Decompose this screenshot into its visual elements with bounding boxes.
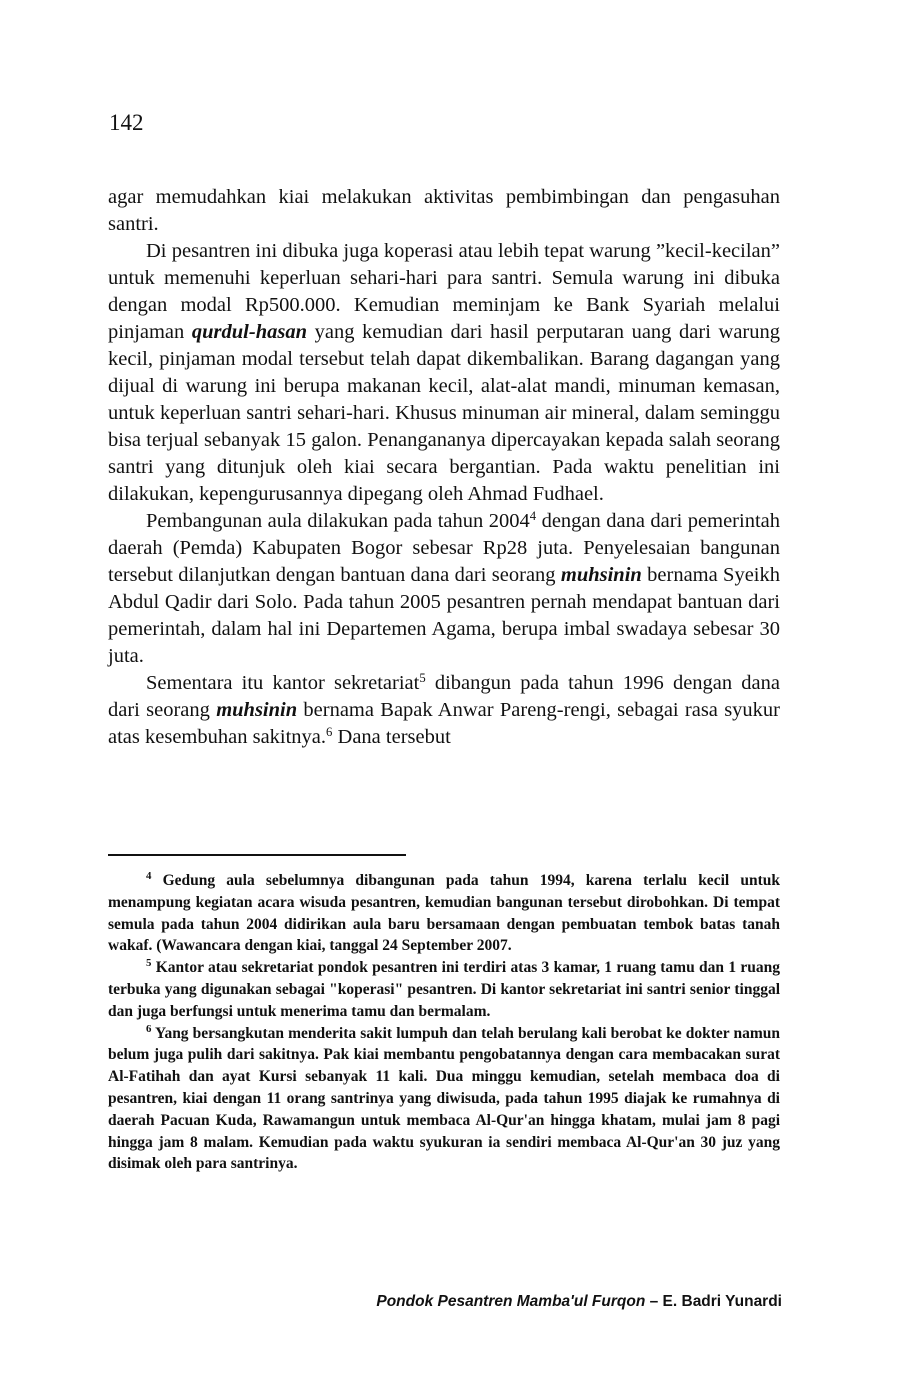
paragraph-4-text-d: Dana tersebut: [332, 726, 451, 748]
footer-separator: –: [645, 1293, 663, 1310]
footnote-number: 6: [146, 1022, 152, 1035]
footnote-number: 4: [146, 870, 152, 883]
footnote-5: [108, 957, 780, 1022]
footnote-ref-6[interactable]: 6: [326, 725, 333, 740]
paragraph-4: [108, 670, 780, 751]
paragraph-2-text-b: yang kemudian dari hasil perputaran uang dari warung kecil, pinjaman modal tersebut telah dapat dikembalikan. Barang dagangan yang dijual di warung ini berupa makanan kecil, alat-alat mandi, minuman kemasan, untuk keperluan santri sehari-hari. Khusus minuman air mineral, dalam seminggu bisa terjual sebanyak 15 galon. Penangananya dipercayakan kepada salah seorang santri yang ditunjuk oleh kiai secara bergantian. Pada waktu penelitian ini dilakukan, kepengurusannya dipegang oleh Ahmad Fudhael.: [108, 321, 780, 505]
footnote-text: Yang bersangkutan menderita sakit lumpuh dan telah berulang kali berobat ke dokter namun belum juga pulih dari sakitnya. Pak kiai membantu pengobatannya dengan cara membacakan surat Al-Fatihah dan ayat Kursi sebanyak 11 kali. Dua minggu kemudian, setelah membaca doa di pesantren, kiai dengan 11 orang santrinya yang diwisuda, pada tahun 1995 diajak ke rumahnya di daerah Pacuan Kuda, Rawamangun untuk membaca Al-Qur'an hingga khatam, mulai jam 8 pagi hingga jam 8 malam. Kemudian pada waktu syukuran ia sendiri membaca Al-Qur'an 30 juz yang disimak oleh para santrinya.: [108, 1024, 780, 1173]
footnote-6: [108, 1023, 780, 1176]
paragraph-1: agar memudahkan kiai melakukan aktivitas pembimbingan dan pengasuhan santri.: [108, 186, 780, 235]
running-footer: [108, 1292, 782, 1312]
footnote-number: 5: [146, 957, 152, 970]
footnote-ref-5[interactable]: 5: [419, 671, 426, 686]
book-author: E. Badri Yunardi: [662, 1293, 782, 1310]
footnote-divider: [108, 854, 406, 856]
footnotes: [108, 870, 780, 1175]
paragraph-3-text-b: dengan dana dari pemerintah daerah (Pemda) Kabupaten Bogor sebesar Rp28 juta. Penyelesaian bangunan tersebut dilanjutkan dengan bantuan dana dari seorang: [108, 510, 780, 586]
paragraph-3-text-a: Pembangunan aula dilakukan pada tahun 2004: [146, 510, 530, 532]
paragraph-4-text-c: bernama Bapak Anwar Pareng-rengi, sebagai rasa syukur atas kesembuhan sakitnya.: [108, 699, 780, 748]
term-muhsinin: muhsinin: [216, 699, 298, 721]
paragraph-3: [108, 508, 780, 670]
footnote-text: Gedung aula sebelumnya dibangunan pada tahun 1994, karena terlalu kecil untuk menampung kegiatan acara wisuda pesantren, kemudian bangunan tersebut dirobohkan. Di tempat semula pada tahun 2004 didirikan aula baru bersamaan dengan pembuatan tembok batas tanah wakaf. (Wawancara dengan kiai, tanggal 24 September 2007.: [108, 872, 780, 955]
book-title: Pondok Pesantren Mamba'ul Furqon: [376, 1293, 646, 1310]
main-text: [108, 184, 780, 751]
paragraph-2: [108, 238, 780, 508]
term-qurdul-hasan: qurdul-hasan: [191, 321, 307, 343]
footnote-4: [108, 870, 780, 957]
paragraph-3-text-c: bernama Syeikh Abdul Qadir dari Solo. Pada tahun 2005 pesantren pernah mendapat bantuan dari pemerintah, dalam hal ini Departemen Agama, berupa imbal swadaya sebesar 30 juta.: [108, 564, 780, 667]
term-muhsinin: muhsinin: [560, 564, 642, 586]
footnote-text: Kantor atau sekretariat pondok pesantren ini terdiri atas 3 kamar, 1 ruang tamu dan 1 ruang terbuka yang digunakan sebagai "koperasi" pesantren. Di kantor sekretariat ini santri senior tinggal dan juga berfungsi untuk menerima tamu dan bermalam.: [108, 959, 780, 1020]
paragraph-4-text-a: Sementara itu kantor sekretariat: [146, 672, 420, 694]
footnote-ref-4[interactable]: 4: [529, 509, 537, 524]
paragraph-4-text-b: dibangun pada tahun 1996 dengan dana dari seorang: [108, 672, 780, 721]
page-number: 142: [109, 110, 144, 135]
paragraph-2-text-a: Di pesantren ini dibuka juga koperasi atau lebih tepat warung ”kecil-kecilan” untuk memenuhi keperluan sehari-hari para santri. Semula warung ini dibuka dengan modal Rp500.000. Kemudian meminjam ke Bank Syariah melalui pinjaman: [108, 240, 780, 343]
